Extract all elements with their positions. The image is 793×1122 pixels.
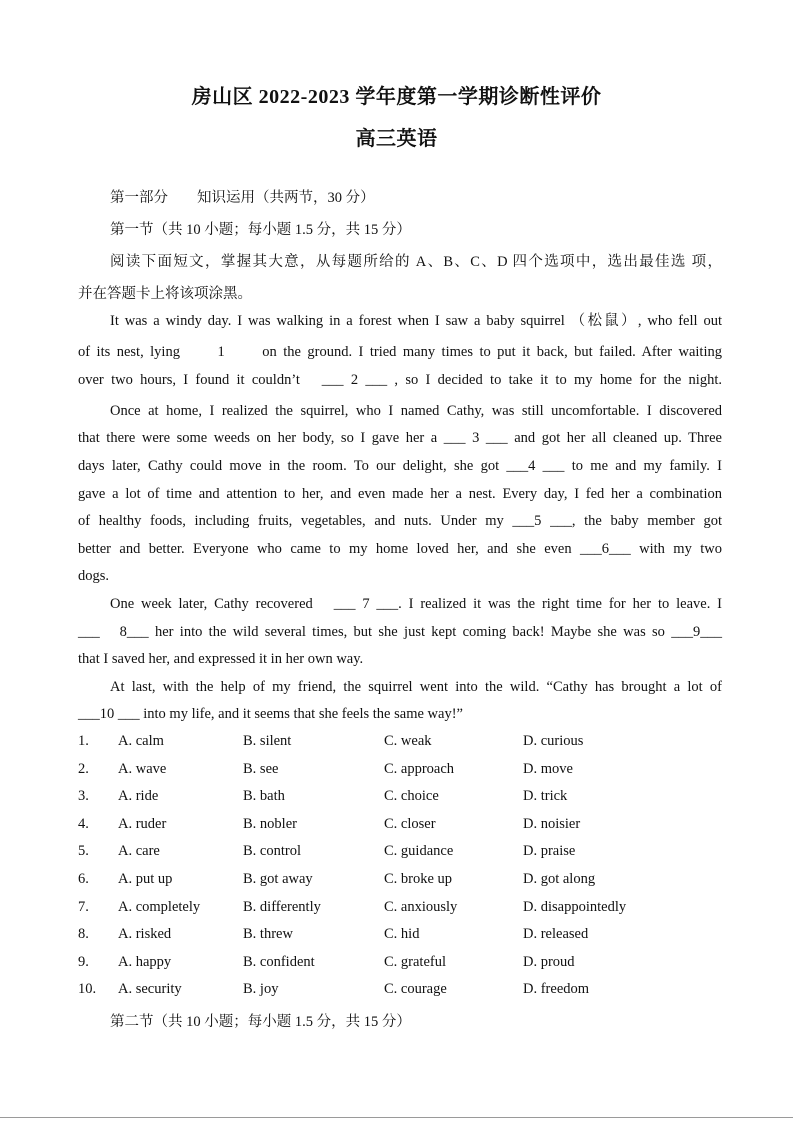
section1-heading: 第一节（共 10 小题；每小题 1.5 分，共 15 分）: [110, 222, 411, 238]
option-b: B. differently: [243, 899, 321, 915]
option-a: A. ride: [118, 788, 159, 804]
option-d: D. praise: [523, 843, 576, 859]
question-row: [0, 816, 793, 834]
passage-line: dogs.: [78, 568, 110, 584]
option-c: C. weak: [384, 733, 432, 749]
exam-subject: 高三英语: [355, 128, 438, 150]
option-c: C. approach: [384, 761, 455, 777]
passage-line: that there were some weeds on her body, so I gave her a ___ 3 ___ and got her all cleaned up. Three: [78, 430, 722, 446]
option-b: B. silent: [243, 733, 292, 749]
question-row: [0, 899, 793, 917]
passage-line: ___10 ___ into my life, and it seems that she feels the same way!”: [78, 706, 463, 722]
question-row: [0, 761, 793, 779]
question-number: 3.: [78, 788, 89, 804]
question-number: 6.: [78, 871, 89, 887]
passage-line: gave a lot of time and attention to her, and even made her a nest. Every day, I fed her a combination: [78, 486, 722, 502]
option-a: A. happy: [118, 954, 172, 970]
question-row: [0, 871, 793, 889]
passage-line: of healthy foods, including fruits, vegetables, and nuts. Under my ___5 ___, the baby member got: [78, 513, 722, 529]
passage-line: Once at home, I realized the squirrel, who I named Cathy, was still uncomfortable. I discovered: [110, 403, 722, 419]
option-d: D. disappointedly: [523, 899, 627, 915]
question-row: [0, 981, 793, 999]
instruction-line: 阅读下面短文，掌握其大意，从每题所给的 A、B、C、D 四个选项中，选出最佳选 项，: [110, 254, 722, 270]
option-b: B. nobler: [243, 816, 297, 832]
question-number: 5.: [78, 843, 89, 859]
option-d: D. trick: [523, 788, 568, 804]
instruction-line: 并在答题卡上将该项涂黑。: [78, 286, 252, 302]
option-a: A. risked: [118, 926, 172, 942]
option-a: A. put up: [118, 871, 173, 887]
question-number: 10.: [78, 981, 97, 997]
section2-heading: 第二节（共 10 小题；每小题 1.5 分，共 15 分）: [110, 1014, 411, 1030]
option-c: C. anxiously: [384, 899, 458, 915]
passage-line: One week later, Cathy recovered ___ 7 ___. I realized it was the right time for her to leave. I: [110, 596, 722, 612]
question-row: [0, 954, 793, 972]
option-d: D. freedom: [523, 981, 590, 997]
question-number: 9.: [78, 954, 89, 970]
page-bottom-rule: [0, 1117, 793, 1118]
question-number: 8.: [78, 926, 89, 942]
option-c: C. courage: [384, 981, 447, 997]
passage-line: At last, with the help of my friend, the squirrel went into the wild. “Cathy has brought a lot of: [110, 679, 722, 695]
question-number: 7.: [78, 899, 89, 915]
option-b: B. control: [243, 843, 301, 859]
question-number: 1.: [78, 733, 89, 749]
question-number: 2.: [78, 761, 89, 777]
question-row: [0, 733, 793, 751]
option-a: A. wave: [118, 761, 167, 777]
exam-title: 房山区 2022-2023 学年度第一学期诊断性评价: [191, 86, 602, 108]
passage-line: better and better. Everyone who came to my home loved her, and she even ___6___ with my two: [78, 541, 722, 557]
question-row: [0, 843, 793, 861]
option-d: D. got along: [523, 871, 596, 887]
option-c: C. hid: [384, 926, 420, 942]
option-c: C. broke up: [384, 871, 453, 887]
option-a: A. security: [118, 981, 182, 997]
passage-line: of its nest, lying 1 on the ground. I tried many times to put it back, but failed. After waiting: [78, 344, 722, 360]
option-b: B. got away: [243, 871, 313, 887]
passage-line: It was a windy day. I was walking in a forest when I saw a baby squirrel （松鼠）, who fell out: [110, 313, 722, 329]
passage-line: that I saved her, and expressed it in her own way.: [78, 651, 364, 667]
option-a: A. care: [118, 843, 160, 859]
option-b: B. joy: [243, 981, 279, 997]
option-b: B. confident: [243, 954, 315, 970]
part1-heading: 第一部分 知识运用（共两节，30 分）: [110, 190, 375, 206]
passage-line: days later, Cathy could move in the room. To our delight, she got ___4 ___ to me and my family. I: [78, 458, 722, 474]
option-d: D. proud: [523, 954, 575, 970]
option-d: D. released: [523, 926, 589, 942]
option-d: D. move: [523, 761, 573, 777]
question-row: [0, 788, 793, 806]
question-number: 4.: [78, 816, 89, 832]
passage-line: over two hours, I found it couldn’t ___ 2 ___ , so I decided to take it to my home for the night.: [78, 372, 722, 388]
option-b: B. see: [243, 761, 279, 777]
option-a: A. calm: [118, 733, 164, 749]
option-b: B. threw: [243, 926, 293, 942]
option-a: A. ruder: [118, 816, 167, 832]
option-b: B. bath: [243, 788, 285, 804]
option-c: C. choice: [384, 788, 439, 804]
question-row: [0, 926, 793, 944]
option-d: D. curious: [523, 733, 584, 749]
option-c: C. closer: [384, 816, 436, 832]
passage-line: ___ 8___ her into the wild several times, but she just kept coming back! Maybe she was so ___9___: [78, 624, 722, 640]
option-a: A. completely: [118, 899, 201, 915]
option-c: C. grateful: [384, 954, 447, 970]
option-c: C. guidance: [384, 843, 454, 859]
option-d: D. noisier: [523, 816, 581, 832]
